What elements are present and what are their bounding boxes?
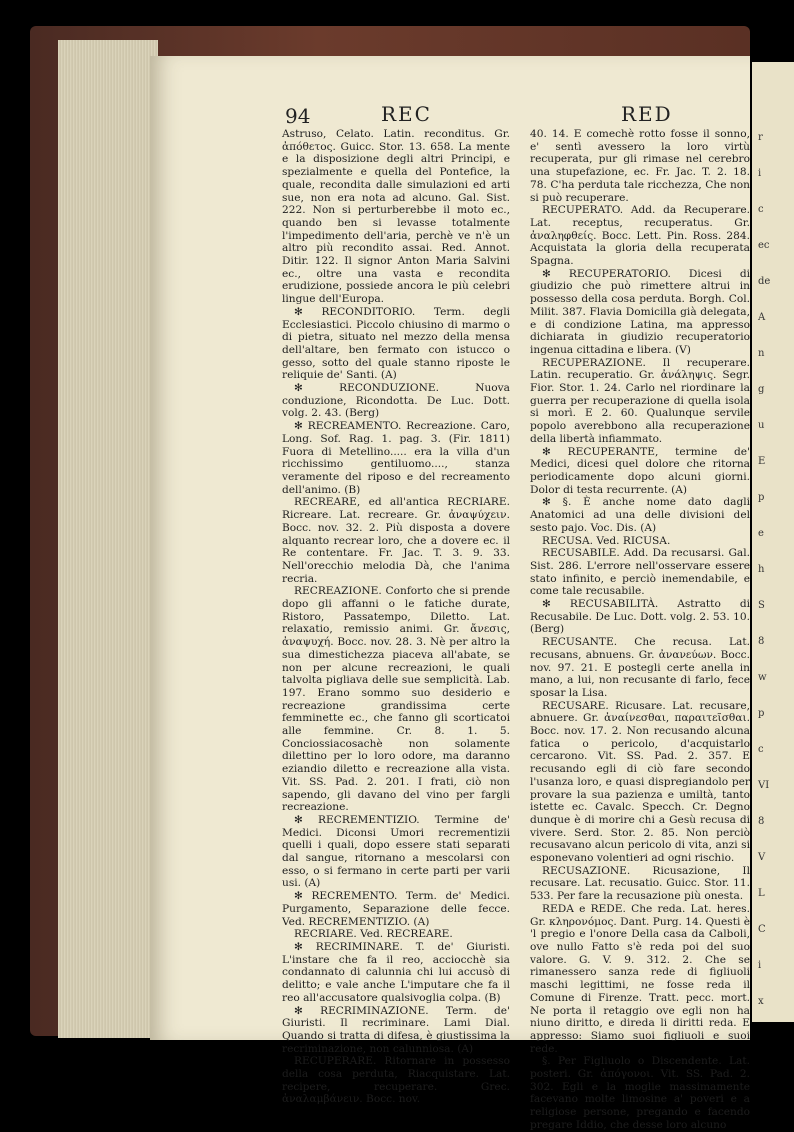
running-head-left: REC xyxy=(381,102,432,126)
page-number: 94 xyxy=(285,104,311,128)
facing-page-fragment: A xyxy=(758,312,766,323)
dictionary-entry: RECUSABILE. Add. Da recusarsi. Gal. Sist. 286. L'errore nell'osservare essere stato infinito, e perciò inemendabile, e come tale recusabile. xyxy=(530,547,750,598)
facing-page-edge xyxy=(752,62,794,1022)
dictionary-entry: ✻ RECREMENTIZIO. Termine de' Medici. Diconsi Umori recrementizii quelli i quali, dopo essere stati separati dal sangue, ritornano a mescolarsi con esso, o si fermano in certe parti per varii usi. (A) xyxy=(282,813,510,890)
facing-page-fragment: VI xyxy=(758,780,770,791)
facing-page-fragment: i xyxy=(758,960,762,971)
facing-page-fragment: de xyxy=(758,276,771,287)
facing-page-fragment: n xyxy=(758,348,765,359)
dictionary-entry: RECUSAZIONE. Ricusazione, Il recusare. Lat. recusatio. Guicc. Stor. 11. 533. Per fare la recusazione più onesta. xyxy=(530,864,750,903)
facing-page-fragment: p xyxy=(758,708,765,719)
dictionary-entry: RECUSA. Ved. RICUSA. xyxy=(542,534,671,547)
page-edges xyxy=(58,40,158,1038)
facing-page-fragment: x xyxy=(758,996,764,1007)
dictionary-entry: RECUPERARE. Ritornare in possesso della cosa perduta, Riacquistare. Lat. recipere, recuperare. Grec. ἀναλαμβάνειν. Bocc. nov. xyxy=(282,1055,510,1106)
facing-page-fragment: p xyxy=(758,492,765,503)
facing-page-fragment: g xyxy=(758,384,765,395)
facing-page-fragment: h xyxy=(758,564,765,575)
dictionary-entry: RECUPERAZIONE. Il recuperare. Latin. recuperatio. Gr. ἀνάληψις. Segr. Fior. Stor. 1. 24. Carlo nel riordinare la guerra per recuperazione di quella isola si morì. E 2. 60. Qualunque servile popolo averebbono alla recuperazione della libertà infiammato. xyxy=(530,356,750,445)
facing-page-fragment: E xyxy=(758,456,766,467)
dictionary-entry: ✻ RECREAMENTO. Recreazione. Caro, Long. Sof. Rag. 1. pag. 3. (Fir. 1811) Fuora di Metellino..... era la villa d'un ricchissimo gentiluomo...., stanza veramente del riposo e del recreamento dell'animo. (B) xyxy=(282,420,510,496)
continued-entry: Astruso, Celato. Latin. reconditus. Gr. ἀπόθετος. Guicc. Stor. 13. 658. La mente e la disposizione degli altri Principi, e spezialmente e quella del Pontefice, la quale, recondita dalle simulazioni ed arti sue, non era nota ad alcuno. Gal. Sist. 222. Non si perturberebbe il moto ec., quando ben si levasse totalmente l'impedimento dell'aria, perchè ve n'è un altro più recondito assai. Red. Annot. Ditir. 122. Il signor Anton Maria Salvini ec., oltre una vasta e recondita erudizione, possiede ancora le più celebri lingue dell'Europa. xyxy=(282,128,510,306)
dictionary-entry: ✻ RECUPERATORIO. Dicesi di giudizio che può rimettere altrui in possesso della cosa perduta. Borgh. Col. Milit. 387. Flavia Domicilla già delegata, e di condizione Latina, ma appresso dichiarata in giudizio recuperatorio ingenua cittadina e libera. (V) xyxy=(530,267,750,356)
right-column xyxy=(530,128,751,1131)
facing-page-fragment: C xyxy=(758,924,766,935)
facing-page-fragment: S xyxy=(758,600,765,611)
facing-page-fragment: e xyxy=(758,528,764,539)
running-head-right: RED xyxy=(621,102,673,126)
dictionary-entry: ✻ RECREMENTO. Term. de' Medici. Purgamento, Separazione delle fecce. Ved. RECREMENTIZIO. (A) xyxy=(282,890,510,928)
dictionary-entry: RECREARE, ed all'antica RECRIARE. Ricreare. Lat. recreare. Gr. ἀναψύχειν. Bocc. nov. 32. 2. Più disposta a dovere alquanto recrear loro, che a dovere ec. il Re contentare. Fr. Jac. T. 3. 9. 33. Nell'orecchio melodia Dà, che l'anima recria. xyxy=(282,496,510,585)
facing-page-fragment: i xyxy=(758,168,762,179)
dictionary-entry: RECUSARE. Ricusare. Lat. recusare, abnuere. Gr. ἀναίνεσθαι, παραιτεῖσθαι. Bocc. nov. 17. 2. Non recusando alcuna fatica o pericolo, d'acquistarlo cercarono. Vit. SS. Pad. 2. 357. E recusando egli di ciò fare secondo l'usanza loro, e quasi dispregiandolo per provare la sua pazienza e umiltà, tanto istette ec. Cavalc. Specch. Cr. Degno dunque è di morire chi a Gesù recusa di vivere. Serd. Stor. 2. 85. Non perciò recusavano alcun pericolo di vita, anzi si esponevano volentieri ad ogni rischio. xyxy=(530,699,750,865)
dictionary-entry: ✻ RECONDUZIONE. Nuova conduzione, Ricondotta. De Luc. Dott. volg. 2. 43. (Berg) xyxy=(282,382,510,420)
dictionary-entry: ✻ §. È anche nome dato dagli Anatomici ad una delle divisioni del sesto pajo. Voc. Dis. (A) xyxy=(530,496,750,534)
continued-entry: 40. 14. E comechè rotto fosse il sonno, e' sentì avessero la loro virtù recuperata, pur gli rimase nel cerebro una stupefazione, ec. Fr. Jac. T. 2. 18. 78. C'ha perduta tale ricchezza, Che non si può recuperare. xyxy=(530,128,750,204)
left-column xyxy=(282,128,510,1106)
facing-page-fragment: r xyxy=(758,132,763,143)
dictionary-entry: RECREAZIONE. Conforto che si prende dopo gli affanni o le fatiche durate, Ristoro, Passatempo, Diletto. Lat. relaxatio, remissio animi. Gr. ἄνεσις, ἀναψυχή. Bocc. nov. 28. 3. Nè per altro la sua dimestichezza piaceva all'abate, se non per alcune recreazioni, le quali talvolta pigliava delle sue semplicità. Lab. 197. Erano sommo suo desiderio e recreazione grandissima certe femminette ec., che fanno gli scorticatoi alle femmine. Cr. 8. 1. 5. Conciossiacosachè non solamente dilettino per lo loro odore, ma daranno eziandio diletto e recreazione alla vista. Vit. SS. Pad. 2. 201. I frati, ciò non sapendo, gli davano del vino per fargli recreazione. xyxy=(282,585,510,814)
dictionary-entry: ✻ RECONDITORIO. Term. degli Ecclesiastici. Piccolo chiusino di marmo o di pietra, situato nel mezzo della mensa dell'altare, ben fermato con istucco o gesso, sotto del quale stanno riposte le reliquie de' Santi. (A) xyxy=(282,305,510,382)
facing-page-fragment: u xyxy=(758,420,765,431)
dictionary-entry: ✻ RECRIMINAZIONE. Term. de' Giuristi. Il recriminare. Lami Dial. Quando si tratta di difesa, è giustissima la recriminazione, non calunniosa. (A) xyxy=(282,1004,510,1055)
facing-page-fragment: c xyxy=(758,204,764,215)
facing-page-fragment: 8 xyxy=(758,816,765,827)
dictionary-entry: RECUPERATO. Add. da Recuperare. Lat. receptus, recuperatus. Gr. ἀναληφθείς. Bocc. Lett. Pin. Ross. 284. Acquistata la gloria della recuperata Spagna. xyxy=(530,204,750,268)
facing-page-fragment: V xyxy=(758,852,766,863)
dictionary-entry: RECRIARE. Ved. RECREARE. xyxy=(294,928,453,941)
dictionary-entry: ✻ RECRIMINARE. T. de' Giuristi. L'instare che fa il reo, acciocchè sia condannato di calunnia chi lui accusò di delitto; e vale anche L'imputare che fa il reo all'accusatore qualsivoglia colpa. (B) xyxy=(282,941,510,1004)
dictionary-entry: ✻ RECUPERANTE, termine de' Medici, dicesi quel dolore che ritorna periodicamente dopo alcuni giorni. Dolor di testa recurrente. (A) xyxy=(530,445,750,496)
facing-page-fragment: ec xyxy=(758,240,770,251)
page-header xyxy=(0,100,794,126)
dictionary-entry: REDA e REDE. Che reda. Lat. heres. Gr. κληρονόμος. Dant. Purg. 14. Questi è 'l pregio e l'onore Della casa da Calboli, ove nullo Fatto s'è reda poi del suo valore. G. V. 9. 312. 2. Che se rimanessero sanza rede di figliuoli maschi legittimi, ne fosse reda il Comune di Firenze. Tratt. pecc. mort. Ne porta il retaggio ove egli non ha niuno diritto, e direda li diritti reda. E appresso: Siamo suoi figliuoli e suoi rede. xyxy=(530,902,751,1055)
dictionary-entry: ✻ RECUSABILITÀ. Astratto di Recusabile. De Luc. Dott. volg. 2. 53. 10. (Berg) xyxy=(530,598,750,636)
facing-page-fragment: c xyxy=(758,744,764,755)
facing-page-fragment: w xyxy=(758,672,767,683)
facing-page-fragment: 8 xyxy=(758,636,765,647)
facing-page-fragment: L xyxy=(758,888,765,899)
dictionary-entry: RECUSANTE. Che recusa. Lat. recusans, abnuens. Gr. ἀνανεύων. Bocc. nov. 97. 21. E postegli certe anella in mano, a lui, non recusante di farlo, fece sposar la Lisa. xyxy=(530,636,750,699)
dictionary-entry: §. Per Figliuolo o Discendente. Lat. posteri. Gr. ἀπόγονοι. Vit. SS. Pad. 2. 302. Egli e la moglie massimamente facevano molte limosine a' poveri e a religiose persone, pregando e facendo pregare Iddio, che desse loro alcuno xyxy=(530,1055,750,1131)
